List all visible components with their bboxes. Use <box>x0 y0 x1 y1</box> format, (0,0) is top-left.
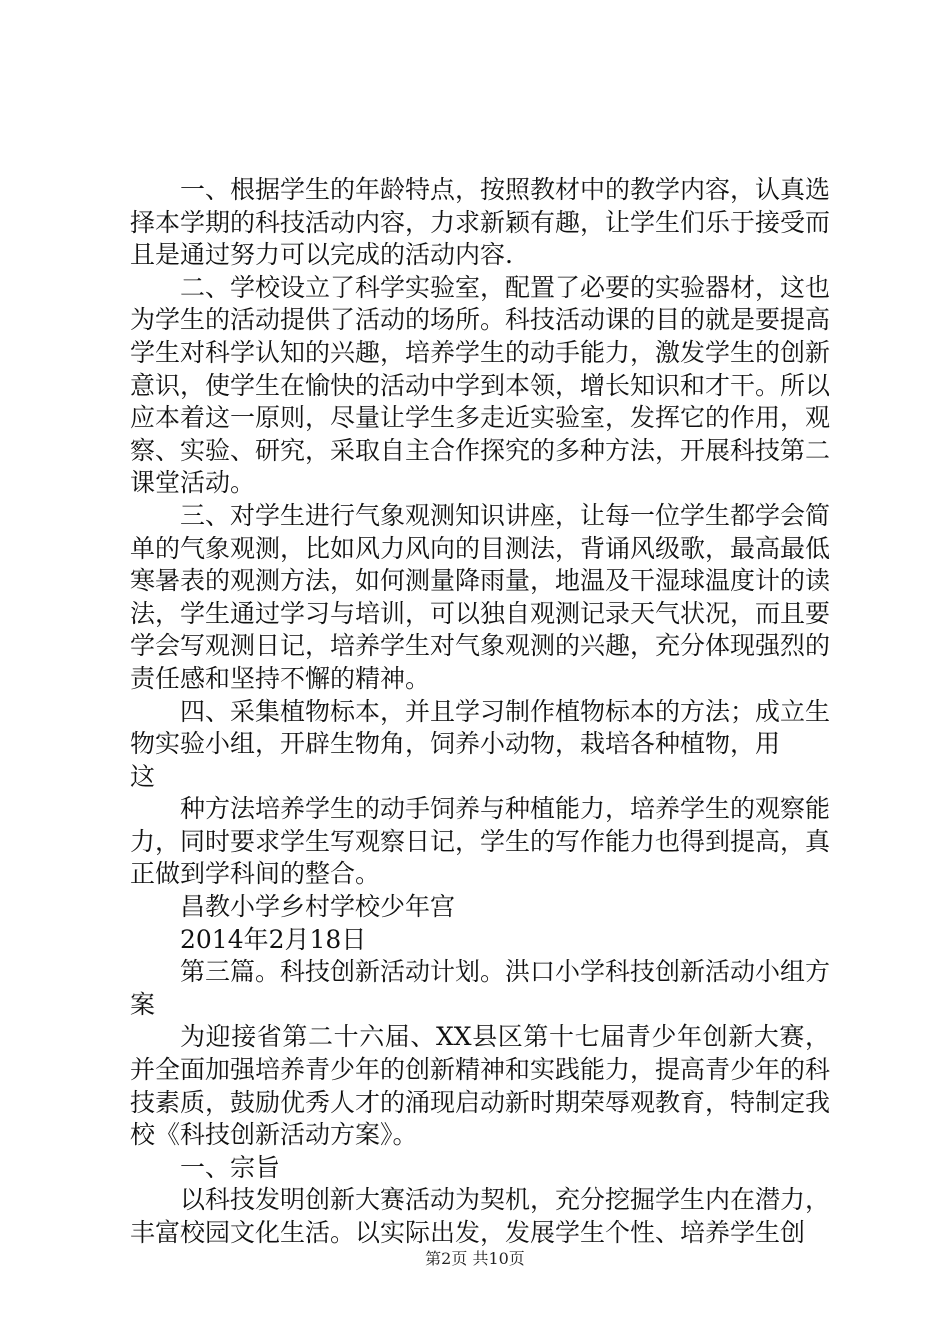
paragraph-4: 四、采集植物标本，并且学习制作植物标本的方法；成立生物实验小组，开辟生物角，饲养小动物，栽培各种植物，用 <box>130 696 831 759</box>
paragraph-intro: 为迎接省第二十六届、XX县区第十七届青少年创新大赛，并全面加强培养青少年的创新精神和实践能力，提高青少年的科技素质，鼓励优秀人才的涌现启动新时期荣辱观教育，特制定我校《科技创新活动方案》。 <box>130 1022 831 1150</box>
paragraph-5: 种方法培养学生的动手饲养与种植能力，培养学生的观察能力，同时要求学生写观察日记，学生的写作能力也得到提高，真正做到学科间的整合。 <box>130 794 831 889</box>
heading-purpose: 一、宗旨 <box>180 1152 281 1182</box>
paragraph-3: 三、对学生进行气象观测知识讲座，让每一位学生都学会简单的气象观测，比如风力风向的目测法，背诵风级歌，最高最低寒暑表的观测方法，如何测量降雨量，地温及干湿球温度计的读法，学生通过学习与培训，可以独自观测记录天气状况，而且要学会写观测日记，培养学生对气象观测的兴趣，充分体现强烈的责任感和坚持不懈的精神。 <box>130 500 831 693</box>
section-title: 第三篇。科技创新活动计划。洪口小学科技创新活动小组方案 <box>130 957 831 1019</box>
paragraph-purpose: 以科技发明创新大赛活动为契机，充分挖掘学生内在潜力，丰富校园文化生活。以实际出发，发展学生个性、培养学生创 <box>130 1185 831 1247</box>
page-number: 第2页 共10页 <box>425 1249 525 1268</box>
signature-date: 2014年2月18日 <box>180 924 367 954</box>
paragraph-2: 二、学校设立了科学实验室，配置了必要的实验器材，这也为学生的活动提供了活动的场所。科技活动课的目的就是要提高学生对科学认知的兴趣，培养学生的动手能力，激发学生的创新意识，使学生在愉快的活动中学到本领，增长知识和才干。所以应本着这一原则，尽量让学生多走近实验室，发挥它的作用，观察、实验、研究，采取自主合作探究的多种方法，开展科技第二课堂活动。 <box>130 272 831 498</box>
paragraph-1: 一、根据学生的年龄特点，按照教材中的教学内容，认真选择本学期的科技活动内容，力求新颖有趣，让学生们乐于接受而且是通过努力可以完成的活动内容. <box>130 175 831 270</box>
signature-school: 昌教小学乡村学校少年宫 <box>180 892 456 922</box>
paragraph-4-fragment: 这 <box>130 761 156 791</box>
document-body <box>130 174 830 1250</box>
